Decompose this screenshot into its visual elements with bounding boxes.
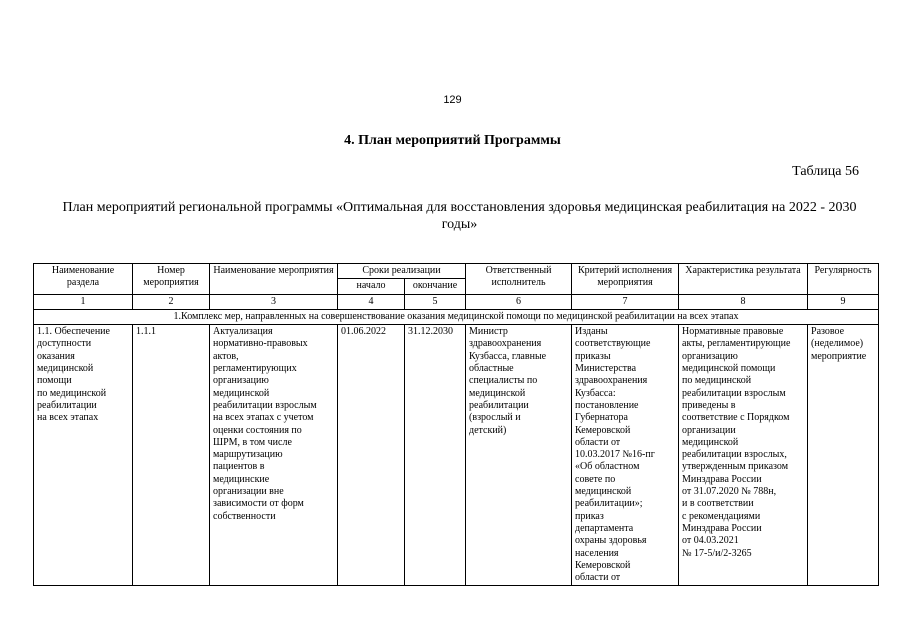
header-start: начало — [338, 279, 405, 294]
column-number: 1 — [34, 294, 133, 309]
column-number: 2 — [133, 294, 210, 309]
table-row — [34, 325, 879, 586]
cell-criterion: Изданы соответствующие приказы Министерства здравоохранения Кузбасса: постановление Губернатора Кемеровской области от 10.03.2017 №16-пг «Об областном совете по медицинской реабилитации»; приказ департамента охраны здоровья населения Кемеровской области от — [572, 325, 679, 586]
header-terms: Сроки реализации — [338, 264, 466, 279]
column-number: 4 — [338, 294, 405, 309]
cell-start: 01.06.2022 — [338, 325, 405, 586]
cell-end: 31.12.2030 — [405, 325, 466, 586]
header-responsible: Ответственный исполнитель — [466, 264, 572, 295]
column-number: 6 — [466, 294, 572, 309]
header-event-name: Наименование мероприятия — [210, 264, 338, 295]
header-end: окончание — [405, 279, 466, 294]
table-label: Таблица 56 — [792, 164, 859, 179]
header-row — [34, 264, 879, 279]
header-regularity: Регулярность — [808, 264, 879, 295]
column-number-row — [34, 294, 879, 309]
document-title: План мероприятий региональной программы «Оптимальная для восстановления здоровья медицинская реабилитация на 2022 - 2030 годы» — [62, 200, 857, 232]
header-event-number: Номер мероприятия — [133, 264, 210, 295]
column-number: 9 — [808, 294, 879, 309]
cell-section: 1.1. Обеспечение доступности оказания медицинской помощи по медицинской реабилитации на всех этапах — [34, 325, 133, 586]
cell-name: Актуализация нормативно-правовых актов, регламентирующих организацию медицинской реабилитации взрослым на всех этапах с учетом оценки состояния по ШРМ, в том числе маршрутизацию пациентов в медицинские организации вне зависимости от форм собственности — [210, 325, 338, 586]
header-section-name: Наименование раздела — [34, 264, 133, 295]
column-number: 8 — [679, 294, 808, 309]
column-number: 7 — [572, 294, 679, 309]
section-title: 4. План мероприятий Программы — [344, 133, 561, 148]
cell-result: Нормативные правовые акты, регламентирующие организацию медицинской помощи по медицинской реабилитации взрослым приведены в соответствие с Порядком организации медицинской реабилитации взрослых, утвержденным приказом Минздрава России от 31.07.2020 № 788н, и в соответствии с рекомендациями Минздрава России от 04.03.2021 № 17-5/и/2-3265 — [679, 325, 808, 586]
header-result: Характеристика результата — [679, 264, 808, 295]
column-number: 5 — [405, 294, 466, 309]
cell-regularity: Разовое (неделимое) мероприятие — [808, 325, 879, 586]
page-number: 129 — [443, 94, 462, 106]
group-title-row — [34, 309, 879, 324]
group-title: 1.Комплекс мер, направленных на совершенствование оказания медицинской помощи по медицинской реабилитации на всех этапах — [34, 309, 879, 324]
header-criterion: Критерий исполнения мероприятия — [572, 264, 679, 295]
plan-table — [33, 263, 879, 586]
cell-number: 1.1.1 — [133, 325, 210, 586]
column-number: 3 — [210, 294, 338, 309]
cell-responsible: Министр здравоохранения Кузбасса, главные областные специалисты по медицинской реабилитации (взрослый и детский) — [466, 325, 572, 586]
